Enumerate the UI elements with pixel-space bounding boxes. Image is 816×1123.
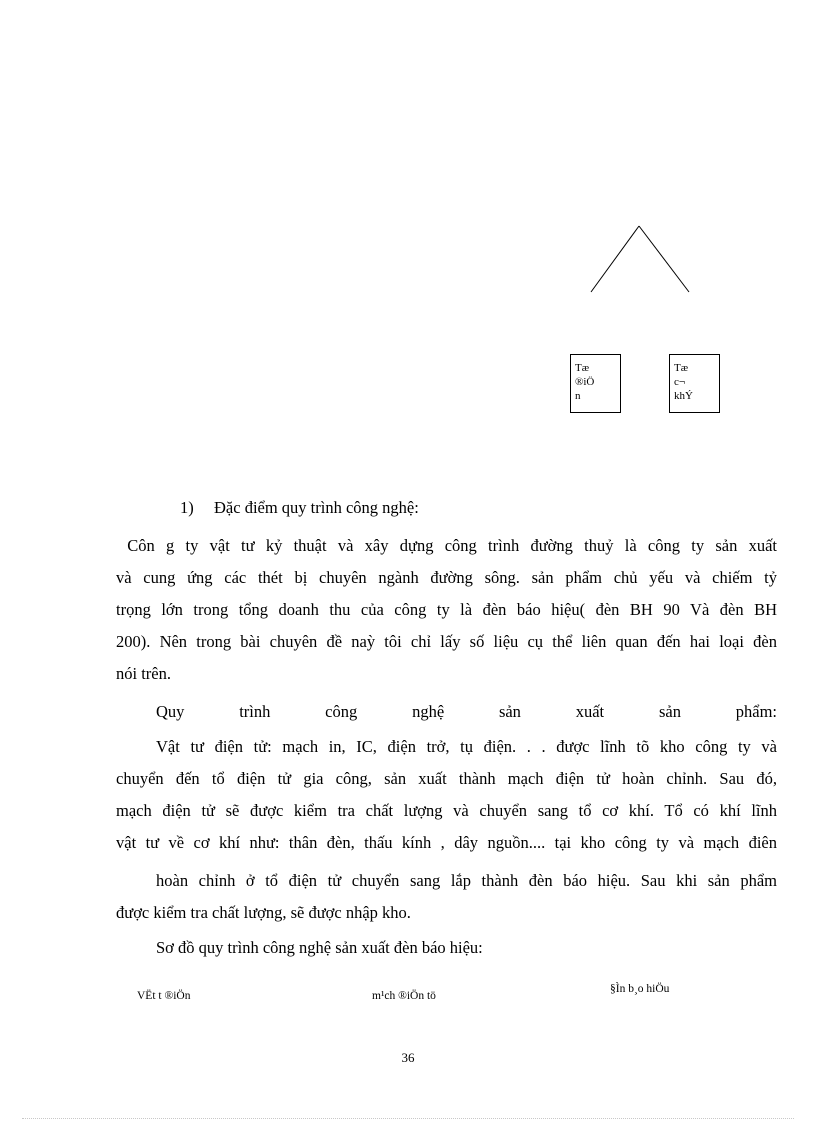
footer-divider	[22, 1118, 794, 1119]
flow-label-electronic-circuit: m¹ch ®iÖn tö	[372, 990, 436, 1002]
paragraph-3-line-2: chuyển đến tổ điện tử gia công, sản xuất thành mạch điện tử hoàn chỉnh. Sau đó,	[116, 769, 777, 788]
box-left-line-2: ®iÖ	[575, 376, 595, 388]
paragraph-3-line-6: được kiểm tra chất lượng, sẽ được nhập kho.	[116, 903, 411, 922]
electronics-team-box	[570, 354, 621, 413]
paragraph-3-line-4: vật tư về cơ khí như: thân đèn, thấu kính , dây nguồn.... tại kho công ty và mạch điên	[116, 833, 777, 852]
paragraph-3-line-5: hoàn chỉnh ở tổ điện tử chuyển sang lắp thành đèn báo hiệu. Sau khi sản phẩm	[156, 871, 777, 890]
flowchart-caption: Sơ đồ quy trình công nghệ sản xuất đèn báo hiệu:	[156, 938, 483, 957]
paragraph-3-line-3: mạch điện tử sẽ được kiểm tra chất lượng và chuyển sang tổ cơ khí. Tổ có khí lĩnh	[116, 801, 777, 820]
paragraph-1-line-5: nói trên.	[116, 664, 171, 683]
paragraph-3-line-1: Vật tư điện tử: mạch in, IC, điện trở, tụ điện. . . được lĩnh tõ kho công ty và	[156, 737, 777, 756]
box-left-line-1: Tæ	[575, 362, 590, 374]
process-subheading: Quy trình công nghệ sản xuất sản phẩm:	[156, 702, 777, 721]
right-branch-line	[639, 226, 689, 292]
mechanical-team-box	[669, 354, 720, 413]
flow-label-signal-light: §Ìn b¸o hiÖu	[610, 983, 670, 995]
box-right-line-1: Tæ	[674, 362, 689, 374]
flow-label-electronic-materials: VËt t ®iÖn	[137, 990, 191, 1002]
paragraph-1-line-1: Côn g ty vật tư kỷ thuật và xây dựng công trình đường thuỷ là công ty sản xuất	[116, 536, 777, 555]
paragraph-1-line-4: 200). Nên trong bài chuyên đề naỳ tôi chỉ lấy số liệu cụ thể liên quan đến hai loại đèn	[116, 632, 777, 651]
box-left-line-3: n	[575, 390, 581, 402]
paragraph-1-line-3: trọng lớn trong tổng doanh thu của công ty là đèn báo hiệu( đèn BH 90 Và đèn BH	[116, 600, 777, 619]
page-number: 36	[401, 1050, 415, 1065]
section-title: Đặc điểm quy trình công nghệ:	[214, 498, 419, 517]
section-heading	[180, 498, 419, 518]
box-right-line-3: khÝ	[674, 390, 693, 402]
left-branch-line	[591, 226, 639, 292]
box-right-line-2: c¬	[674, 376, 686, 388]
section-number: 1)	[180, 498, 194, 517]
paragraph-1-line-2: và cung ứng các thét bị chuyên ngành đường sông. sản phẩm chủ yếu và chiếm tỷ	[116, 568, 777, 587]
